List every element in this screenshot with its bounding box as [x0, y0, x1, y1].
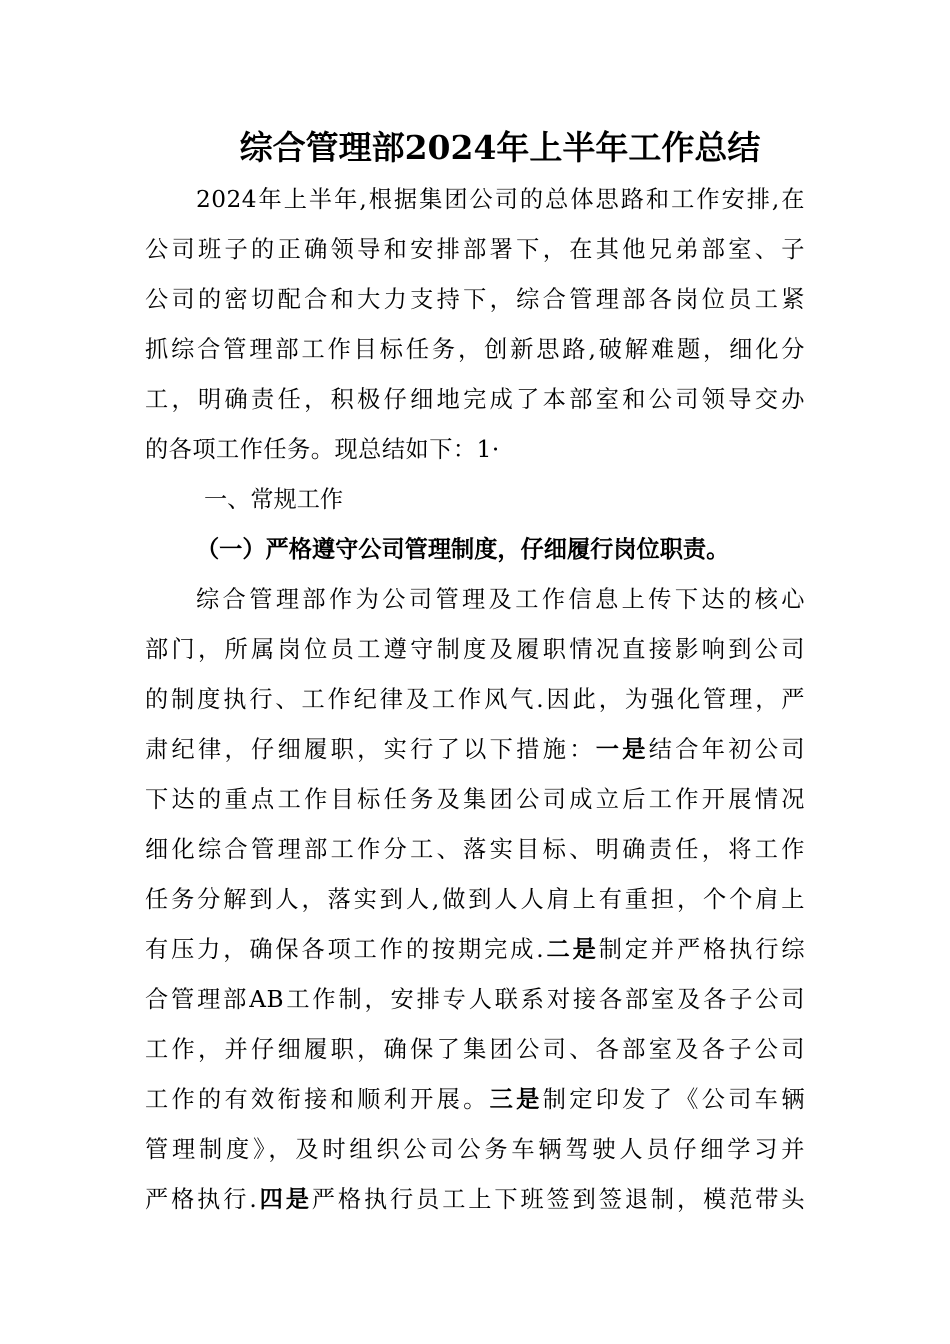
- subsection-heading: （一）严格遵守公司管理制度，仔细履行岗位职责。: [196, 536, 730, 563]
- intro-line-5: 工，明确责任，积极仔细地完成了本部室和公司领导交办: [145, 386, 805, 413]
- emphasis-second: 二是: [544, 936, 599, 963]
- body-line-4-text-a: 肃纪律，仔细履职，实行了以下措施：: [145, 736, 596, 763]
- body-line-11-text-c: 制定印发了《公司车辆: [542, 1086, 806, 1113]
- body-line-8-text-a: 有压力，确保各项工作的按期完成.: [145, 936, 545, 963]
- body-line-2: 部门，所属岗位员工遵守制度及履职情况直接影响到公司: [145, 636, 805, 663]
- body-line-11: [145, 1075, 805, 1125]
- intro-line-4: 抓综合管理部工作目标任务，创新思路,破解难题，细化分: [145, 336, 805, 363]
- body-line-5: 下达的重点工作目标任务及集团公司成立后工作开展情况: [145, 786, 805, 813]
- intro-line-6: 的各项工作任务。现总结如下：1·: [145, 436, 500, 463]
- body-line-13: [145, 1175, 805, 1225]
- body-line-12: 管理制度》，及时组织公司公务车辆驾驶人员仔细学习并: [145, 1136, 805, 1163]
- body-line-11-text-a: 工作的有效衔接和顺利开展。: [145, 1086, 490, 1113]
- emphasis-first: 一是: [595, 736, 649, 763]
- body-line-6: 细化综合管理部工作分工、落实目标、明确责任，将工作: [145, 836, 805, 863]
- emphasis-third: 三是: [489, 1086, 543, 1113]
- body-line-10: 工作，并仔细履职，确保了集团公司、各部室及各子公司: [145, 1036, 805, 1063]
- intro-line-3: 公司的密切配合和大力支持下，综合管理部各岗位员工紧: [145, 286, 805, 313]
- body-line-13-text-c: 严格执行员工上下班签到签退制，模范带头: [311, 1186, 806, 1213]
- body-line-4-text-c: 结合年初公司: [648, 736, 806, 763]
- body-line-8-text-c: 制定并严格执行综: [598, 936, 806, 963]
- section-heading: 一、常规工作: [204, 486, 344, 513]
- body-line-7: 任务分解到人，落实到人,做到人人肩上有重担，个个肩上: [145, 886, 805, 913]
- document-title: 综合管理部2024年上半年工作总结: [239, 128, 761, 167]
- intro-line-2: 公司班子的正确领导和安排部署下，在其他兄弟部室、子: [145, 236, 805, 263]
- body-line-3: 的制度执行、工作纪律及工作风气.因此，为强化管理，严: [145, 686, 805, 713]
- emphasis-fourth: 四是: [257, 1186, 312, 1213]
- body-line-4: [145, 725, 805, 775]
- body-line-9: 合管理部AB工作制，安排专人联系对接各部室及各子公司: [145, 986, 805, 1013]
- body-line-1: 综合管理部作为公司管理及工作信息上传下达的核心: [196, 586, 805, 613]
- body-line-8: [145, 925, 805, 975]
- body-line-13-text-a: 严格执行.: [145, 1186, 258, 1213]
- intro-line-1: 2024年上半年,根据集团公司的总体思路和工作安排,在: [196, 186, 805, 213]
